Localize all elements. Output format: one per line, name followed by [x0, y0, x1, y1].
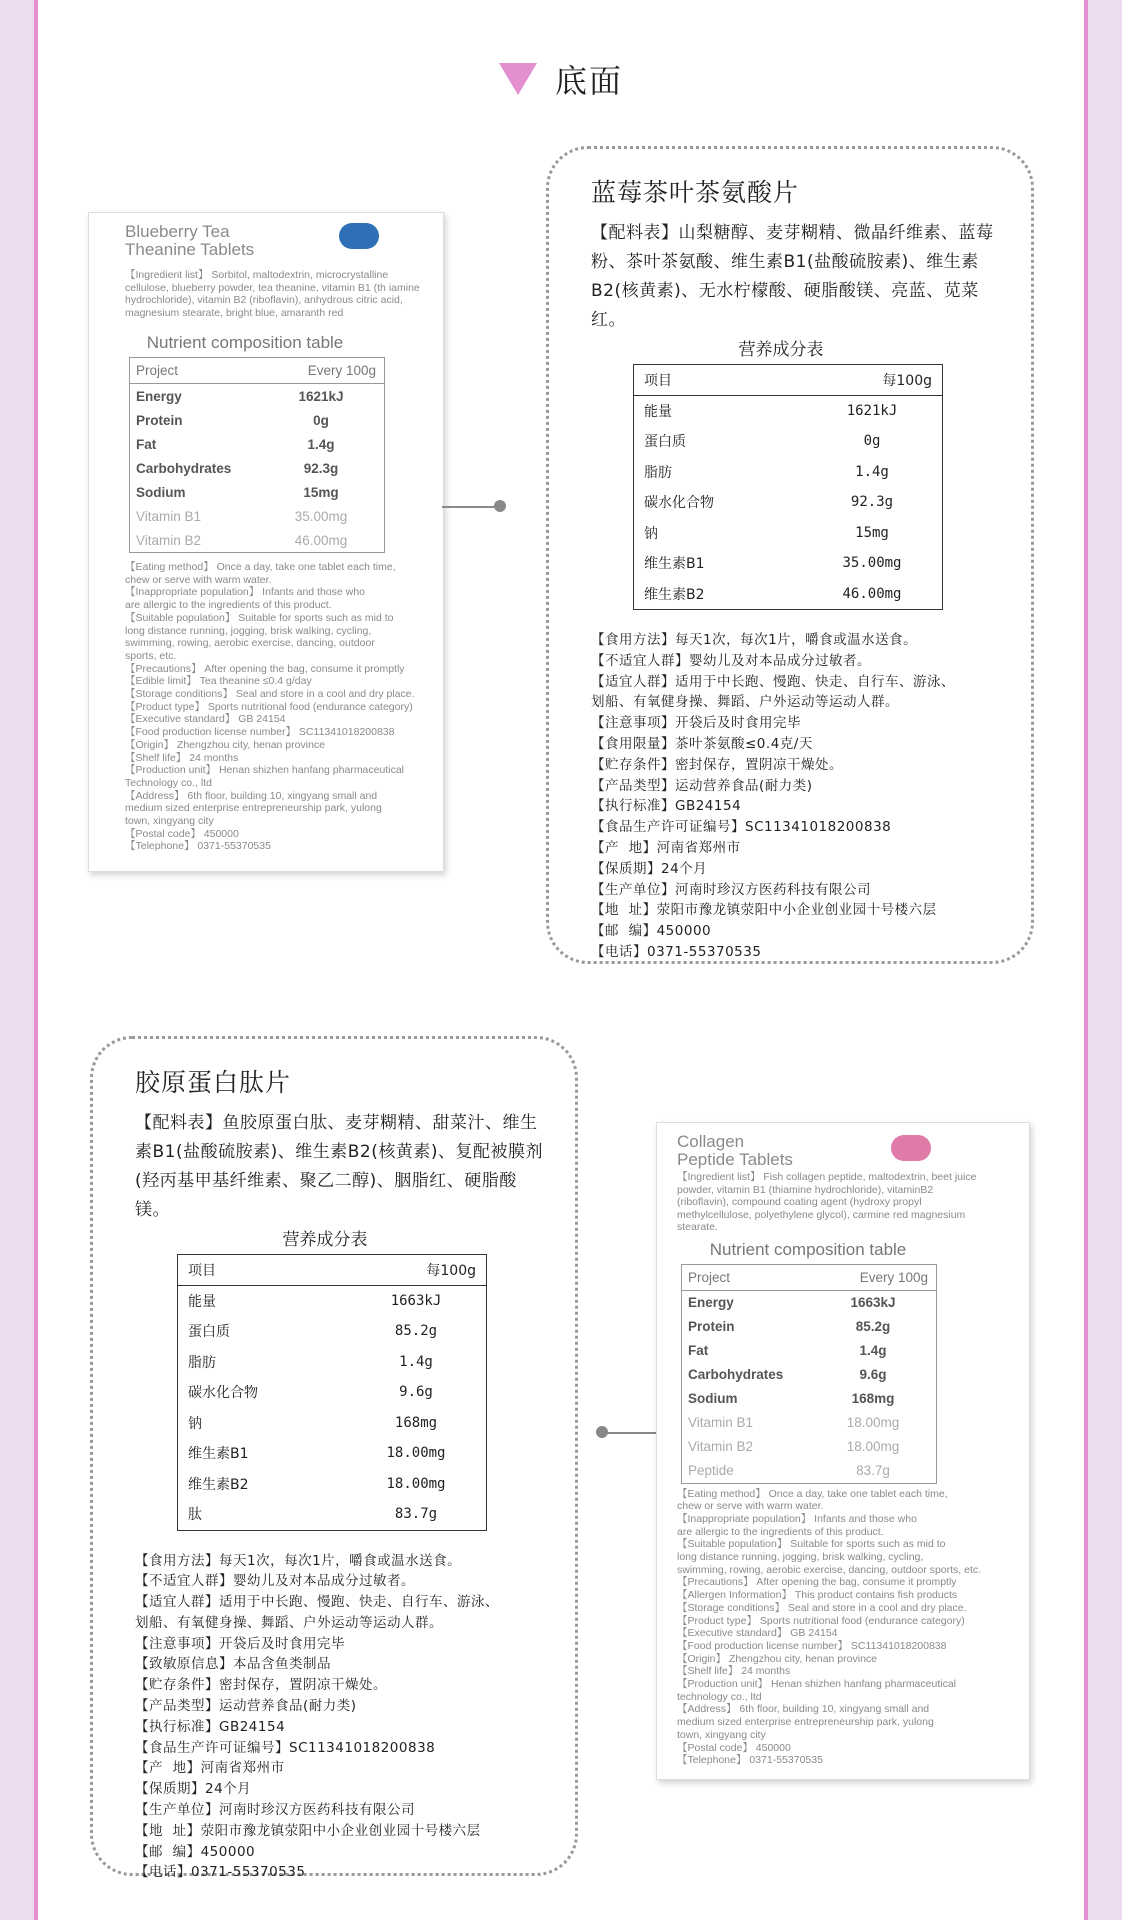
table-row — [178, 1316, 486, 1347]
info-line: 【Telephone】 0371-55370535 — [677, 1754, 823, 1767]
nutrient-name: Vitamin B1 — [136, 508, 202, 524]
info-line: 【Executive standard】 GB 24154 — [677, 1627, 838, 1640]
label-table-title: Nutrient composition table — [146, 333, 344, 352]
box-ingredients: 【配料表】鱼胶原蛋白肽、麦芽糊精、甜菜汁、维生素B1(盐酸硫胺素)、维生素B2(核黄素)、复配被膜剂(羟丙基甲基纤维素、聚乙二醇)、胭脂红、硬脂酸镁。 — [135, 1113, 543, 1220]
nutrient-value: 46.00mg — [294, 532, 348, 548]
info-line: 【Postal code】 450000 — [125, 827, 239, 840]
table-row — [130, 384, 384, 408]
table-row — [682, 1315, 936, 1339]
info-line: long distance running, jogging, brisk walking, cycling, — [125, 624, 372, 637]
table-row — [178, 1469, 486, 1500]
nutrient-name: 碳水化合物 — [644, 495, 714, 512]
callout-box-collagen — [90, 1036, 578, 1881]
nutrient-name: 脂肪 — [644, 464, 672, 481]
nutrient-value: 85.2g — [394, 1323, 438, 1340]
info-line: 【邮 编】450000 — [591, 923, 712, 940]
info-line: 【食品生产许可证编号】SC11341018200838 — [135, 1739, 436, 1756]
nutrient-name: 维生素B1 — [188, 1446, 249, 1463]
info-line: 【食用限量】茶叶茶氨酸≤0.4克/天 — [591, 735, 813, 752]
nutrient-name: Fat — [136, 436, 157, 452]
info-line: 【Suitable population】 Suitable for sports such as mid to — [125, 611, 394, 624]
nutrient-value: 18.00mg — [386, 1445, 446, 1462]
info-line: 【保质期】24个月 — [591, 860, 708, 877]
label-table-title: Nutrient composition table — [709, 1239, 907, 1259]
table-row — [178, 1499, 486, 1530]
info-line: 【Production unit】 Henan shizhen hanfang pharmaceutical — [677, 1678, 957, 1691]
nutrient-value: 15mg — [855, 524, 889, 541]
table-row — [682, 1435, 936, 1459]
nutrient-value: 1.4g — [399, 1353, 433, 1370]
table-row — [130, 408, 384, 432]
nutrient-value: 18.00mg — [386, 1475, 446, 1492]
info-line: 【Shelf life】 24 months — [125, 751, 239, 764]
table-row — [178, 1347, 486, 1378]
info-line: 【Telephone】 0371-55370535 — [125, 840, 271, 853]
nutrient-name: 维生素B2 — [644, 586, 705, 603]
table-row — [682, 1459, 936, 1483]
nutrient-name: Protein — [688, 1319, 735, 1334]
table-row — [634, 487, 942, 518]
info-line: 【食用方法】每天1次，每次1片，嚼食或温水送食。 — [135, 1552, 462, 1569]
info-line: 【生产单位】河南时珍汉方医药科技有限公司 — [135, 1802, 415, 1819]
table-row — [130, 504, 384, 528]
info-line: 【Food production license number】 SC11341018200838 — [125, 726, 395, 739]
callout-box-blueberry — [546, 146, 1034, 964]
table-row — [682, 1339, 936, 1363]
info-line: 【食品生产许可证编号】SC11341018200838 — [591, 819, 892, 836]
table-row — [634, 579, 942, 610]
info-line: 【Suitable population】 Suitable for sports such as mid to — [677, 1538, 946, 1551]
nutrient-name: Protein — [136, 412, 183, 428]
connector-dot — [494, 500, 506, 512]
label-title-line2: Peptide Tablets — [677, 1150, 793, 1169]
info-line: 【注意事项】开袋后及时食用完毕 — [135, 1635, 345, 1652]
table-row — [130, 528, 384, 552]
nutrient-name: Peptide — [688, 1463, 734, 1478]
table-row — [682, 1363, 936, 1387]
info-line: 【保质期】24个月 — [135, 1781, 252, 1798]
box-nutrition-table — [177, 1254, 487, 1531]
info-line: 【致敏原信息】本品含鱼类制品 — [135, 1656, 331, 1673]
nutrient-value: 168mg — [851, 1391, 895, 1406]
nutrient-value: 46.00mg — [842, 585, 902, 602]
table-row — [634, 518, 942, 549]
info-line: 【Inappropriate population】 Infants and those who — [677, 1512, 917, 1525]
info-line: 【Eating method】 Once a day, take one tablet each time, — [125, 561, 396, 573]
nutrient-name: Energy — [688, 1295, 734, 1310]
nutrient-value: 18.00mg — [846, 1439, 900, 1454]
page-background — [34, 0, 1088, 1920]
info-line: 【Origin】 Zhengzhou city, henan province — [677, 1652, 877, 1665]
nutrient-value: 168mg — [394, 1414, 438, 1431]
pill-color-swatch — [339, 223, 379, 249]
info-line: swimming, rowing, aerobic exercise, dancing, outdoor sports, etc. — [677, 1563, 982, 1576]
table-row — [634, 457, 942, 488]
label-ingredients: 【Ingredient list】 Sorbitol, maltodextrin, microcrystalline cellulose, blueberry powder, tea theanine, vitamin B1 (th iamine hydrochloride), vitamin B2 (riboflavin), anhydrous citric acid, magnesium stearate, bright blue, amaranth red — [125, 269, 420, 319]
nutrient-name: 钠 — [188, 1415, 202, 1432]
nutrient-value: 83.7g — [394, 1506, 438, 1523]
nutrient-name: Fat — [688, 1343, 709, 1358]
info-line: long distance running, jogging, brisk walking, cycling, — [677, 1551, 924, 1564]
info-line: 划船、有氧健身操、舞蹈、户外运动等运动人群。 — [135, 1614, 443, 1631]
info-line: 【执行标准】GB24154 — [591, 798, 742, 815]
nutrient-value: 1663kJ — [390, 1292, 442, 1309]
nutrient-name: 维生素B1 — [644, 556, 705, 573]
nutrient-value: 85.2g — [855, 1319, 891, 1334]
col-project: 项目 — [188, 1262, 216, 1279]
info-line: 【Storage conditions】 Seal and store in a cool and dry place. — [677, 1601, 967, 1614]
section-title: 底面 — [554, 62, 623, 100]
info-line: 【地 址】荥阳市豫龙镇荥阳中小企业创业园十号楼六层 — [135, 1822, 481, 1839]
nutrient-value: 1663kJ — [850, 1295, 896, 1310]
info-line: 【Precautions】 After opening the bag, consume it promptly — [677, 1576, 957, 1589]
label-title-line2: Theanine Tablets — [125, 240, 255, 259]
box-title: 蓝莓茶叶茶氨酸片 — [591, 178, 800, 207]
table-row — [634, 548, 942, 579]
nutrient-name: 维生素B2 — [188, 1476, 249, 1493]
info-line: 【电话】0371-55370535 — [135, 1864, 306, 1881]
info-line: medium sized enterprise entrepreneurship park, yulong — [125, 802, 382, 815]
label-blueberry — [88, 212, 444, 872]
info-line: 【注意事项】开袋后及时食用完毕 — [591, 715, 801, 732]
col-per: Every 100g — [307, 363, 376, 378]
table-row — [130, 456, 384, 480]
info-line: 【Precautions】 After opening the bag, consume it promptly — [125, 662, 405, 675]
nutrient-value: 9.6g — [399, 1384, 433, 1401]
info-line: 【Address】 6th floor, building 10, xingyang small and — [125, 789, 378, 802]
nutrient-name: 碳水化合物 — [188, 1385, 258, 1402]
nutrient-name: 肽 — [188, 1507, 202, 1524]
label-title-line1: Collagen — [677, 1132, 745, 1151]
info-line: 【Production unit】 Henan shizhen hanfang pharmaceutical — [125, 764, 405, 777]
table-header-row — [682, 1265, 936, 1291]
nutrient-name: 蛋白质 — [644, 434, 686, 451]
info-line: 【贮存条件】密封保存，置阴凉干燥处。 — [135, 1677, 387, 1694]
info-line: town, xingyang city — [677, 1728, 766, 1741]
col-per: 每100g — [426, 1262, 476, 1279]
info-line: 【Eating method】 Once a day, take one tablet each time, — [677, 1487, 948, 1500]
label-ingredients: 【Ingredient list】 Fish collagen peptide, maltodextrin, beet juice powder, vitamin B1 (thiamine hydrochloride), vitaminB2 (riboflavin), compound coating agent (hydroxy propyl methylcellulose, polyethylene glycol), carmine red magnesium stearate. — [677, 1171, 977, 1233]
label-info — [677, 1488, 1029, 1767]
info-line: 【Executive standard】 GB 24154 — [125, 713, 286, 726]
info-line: 【产品类型】运动营养食品(耐力类) — [135, 1698, 357, 1715]
info-line: 【贮存条件】密封保存，置阴凉干燥处。 — [591, 756, 843, 773]
table-header-row — [130, 358, 384, 384]
table-row — [682, 1291, 936, 1315]
col-project: 项目 — [644, 372, 672, 389]
table-row — [178, 1438, 486, 1469]
table-header-row — [178, 1255, 486, 1286]
table-row — [634, 396, 942, 427]
nutrient-value: 92.3g — [303, 460, 339, 476]
table-row — [178, 1408, 486, 1439]
nutrient-value: 18.00mg — [846, 1415, 900, 1430]
info-line: 【Product type】 Sports nutritional food (endurance category) — [125, 700, 413, 713]
info-line: chew or serve with warm water. — [677, 1500, 824, 1513]
triangle-down-icon — [499, 63, 537, 95]
col-project: Project — [136, 363, 179, 378]
info-line: 【Address】 6th floor, building 10, xingyang small and — [677, 1703, 930, 1716]
nutrient-name: Vitamin B1 — [688, 1415, 754, 1430]
info-line: 【地 址】荥阳市豫龙镇荥阳中小企业创业园十号楼六层 — [591, 902, 937, 919]
info-line: sports, etc. — [125, 649, 177, 662]
label-nutrition-table — [681, 1264, 937, 1484]
info-line: are allergic to the ingredients of this product. — [677, 1525, 884, 1538]
label-info — [125, 561, 443, 853]
label-nutrition-table — [129, 357, 385, 553]
nutrient-value: 1.4g — [307, 436, 335, 452]
connector-dot — [596, 1426, 608, 1438]
info-line: 【Postal code】 450000 — [677, 1741, 791, 1754]
pill-color-swatch — [891, 1135, 931, 1161]
nutrient-value: 35.00mg — [294, 508, 348, 524]
box-info — [591, 630, 1001, 963]
nutrient-name: 能量 — [644, 403, 672, 420]
nutrient-name: Sodium — [688, 1391, 738, 1406]
table-row — [130, 432, 384, 456]
nutrient-value: 0g — [863, 433, 881, 450]
info-line: swimming, rowing, aerobic exercise, dancing, outdoor — [125, 637, 375, 650]
nutrient-name: Carbohydrates — [688, 1367, 784, 1382]
nutrient-value: 15mg — [303, 484, 339, 500]
info-line: 【产 地】河南省郑州市 — [591, 839, 741, 856]
nutrient-value: 9.6g — [859, 1367, 887, 1382]
info-line: 【Origin】 Zhengzhou city, henan province — [125, 738, 325, 751]
nutrient-value: 83.7g — [856, 1463, 890, 1478]
info-line: 【Shelf life】 24 months — [677, 1665, 791, 1678]
nutrient-value: 0g — [313, 412, 329, 428]
info-line: 【不适宜人群】婴幼儿及对本品成分过敏者。 — [591, 652, 871, 669]
box-info — [135, 1551, 545, 1884]
nutrient-value: 1621kJ — [298, 388, 344, 404]
nutrient-value: 35.00mg — [842, 555, 902, 572]
info-line: 【电话】0371-55370535 — [591, 943, 762, 960]
nutrient-name: 钠 — [644, 525, 658, 542]
info-line: 【产品类型】运动营养食品(耐力类) — [591, 777, 813, 794]
nutrient-name: Vitamin B2 — [136, 532, 202, 548]
nutrient-name: 能量 — [188, 1293, 216, 1310]
info-line: Technology co., ltd — [125, 776, 212, 789]
info-line: 【Food production license number】 SC11341018200838 — [677, 1639, 947, 1652]
nutrient-value: 1621kJ — [846, 402, 898, 419]
info-line: 划船、有氧健身操、舞蹈、户外运动等运动人群。 — [591, 694, 899, 711]
nutrient-name: Carbohydrates — [136, 460, 232, 476]
box-title: 胶原蛋白肽片 — [135, 1068, 292, 1097]
col-project: Project — [688, 1269, 731, 1285]
nutrient-name: 蛋白质 — [188, 1324, 230, 1341]
info-line: 【Allergen Information】 This product contains fish products — [677, 1589, 958, 1602]
table-row — [130, 480, 384, 504]
nutrient-value: 1.4g — [859, 1343, 887, 1358]
box-table-title: 营养成分表 — [282, 1230, 368, 1250]
section-header — [38, 56, 1084, 102]
info-line: are allergic to the ingredients of this product. — [125, 599, 332, 612]
connector-line — [442, 506, 502, 508]
info-line: 【Inappropriate population】 Infants and those who — [125, 586, 365, 599]
label-collagen — [656, 1122, 1030, 1780]
info-line: 【Edible limit】 Tea theanine ≤0.4 g/day — [125, 675, 312, 688]
info-line: medium sized enterprise entrepreneurship park, yulong — [677, 1716, 934, 1729]
info-line: technology co., ltd — [677, 1690, 762, 1703]
col-per: 每100g — [882, 372, 932, 389]
nutrient-name: Sodium — [136, 484, 186, 500]
table-row — [682, 1411, 936, 1435]
box-nutrition-table — [633, 364, 943, 610]
table-row — [682, 1387, 936, 1411]
info-line: 【适宜人群】适用于中长跑、慢跑、快走、自行车、游泳、 — [135, 1594, 499, 1611]
nutrient-name: Vitamin B2 — [688, 1439, 754, 1454]
table-row — [178, 1377, 486, 1408]
table-row — [634, 426, 942, 457]
nutrient-name: 脂肪 — [188, 1354, 216, 1371]
info-line: chew or serve with warm water. — [125, 573, 272, 586]
info-line: 【邮 编】450000 — [135, 1843, 256, 1860]
nutrient-value: 92.3g — [850, 494, 894, 511]
info-line: town, xingyang city — [125, 815, 214, 828]
nutrient-name: Energy — [136, 388, 182, 404]
info-line: 【Storage conditions】 Seal and store in a cool and dry place. — [125, 688, 415, 701]
info-line: 【不适宜人群】婴幼儿及对本品成分过敏者。 — [135, 1573, 415, 1590]
info-line: 【产 地】河南省郑州市 — [135, 1760, 285, 1777]
info-line: 【食用方法】每天1次，每次1片，嚼食或温水送食。 — [591, 632, 918, 648]
box-table-title: 营养成分表 — [738, 340, 824, 360]
col-per: Every 100g — [859, 1269, 928, 1285]
label-title-line1: Blueberry Tea — [125, 222, 230, 241]
info-line: 【生产单位】河南时珍汉方医药科技有限公司 — [591, 881, 871, 898]
info-line: 【执行标准】GB24154 — [135, 1718, 286, 1735]
nutrient-value: 1.4g — [855, 463, 889, 480]
table-row — [178, 1286, 486, 1317]
table-header-row — [634, 365, 942, 396]
box-ingredients: 【配料表】山梨糖醇、麦芽糊精、微晶纤维素、蓝莓粉、茶叶茶氨酸、维生素B1(盐酸硫胺素)、维生素B2(核黄素)、无水柠檬酸、硬脂酸镁、亮蓝、苋菜红。 — [591, 223, 994, 330]
info-line: 【Product type】 Sports nutritional food (endurance category) — [677, 1614, 965, 1627]
info-line: 【适宜人群】适用于中长跑、慢跑、快走、自行车、游泳、 — [591, 673, 955, 690]
